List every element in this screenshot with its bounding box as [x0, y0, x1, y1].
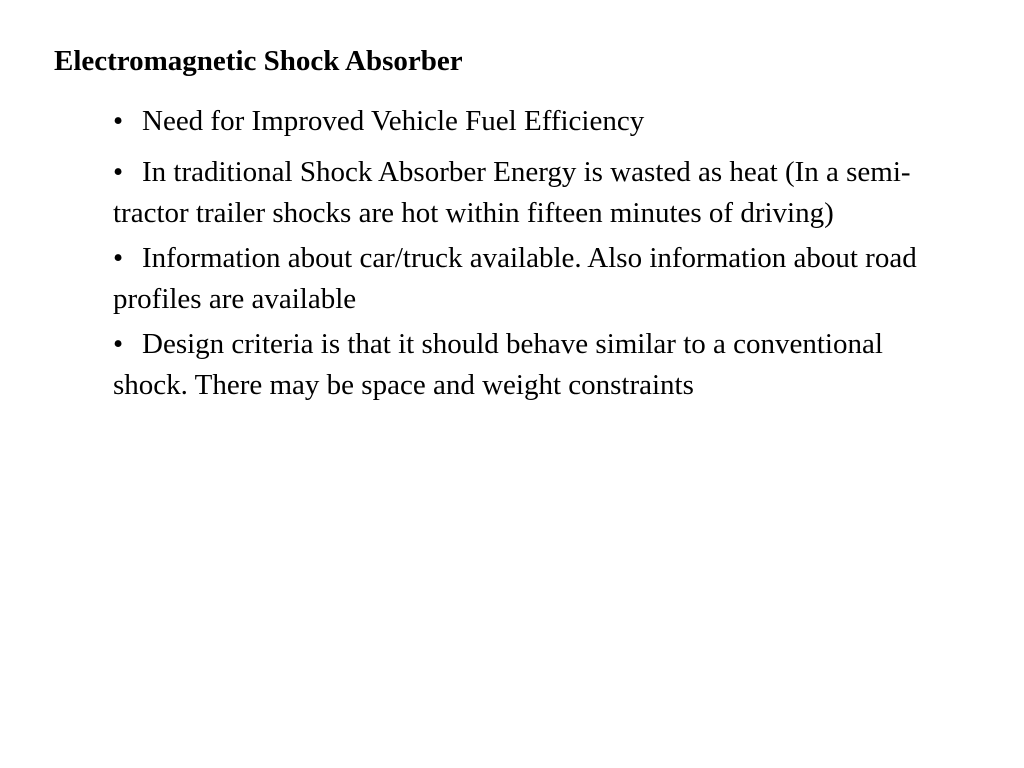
- bullet-list: [113, 101, 963, 410]
- bullet-text: Design criteria is that it should behave similar to a conventional shock. There may be space and weight constraints: [113, 328, 883, 401]
- bullet-text: Information about car/truck available. Also information about road profiles are available: [113, 242, 917, 315]
- bullet-item: [113, 152, 963, 234]
- bullet-item: [113, 324, 963, 406]
- bullet-dot-icon: •: [113, 328, 124, 360]
- bullet-text: In traditional Shock Absorber Energy is wasted as heat (In a semi-tractor trailer shocks are hot within fifteen minutes of driving): [113, 156, 911, 229]
- bullet-dot-icon: •: [113, 105, 124, 137]
- bullet-text: Need for Improved Vehicle Fuel Efficiency: [142, 105, 645, 137]
- bullet-item: [113, 101, 963, 142]
- bullet-dot-icon: •: [113, 242, 124, 274]
- slide-title: Electromagnetic Shock Absorber: [54, 45, 463, 77]
- bullet-dot-icon: •: [113, 156, 124, 188]
- bullet-item: [113, 238, 963, 320]
